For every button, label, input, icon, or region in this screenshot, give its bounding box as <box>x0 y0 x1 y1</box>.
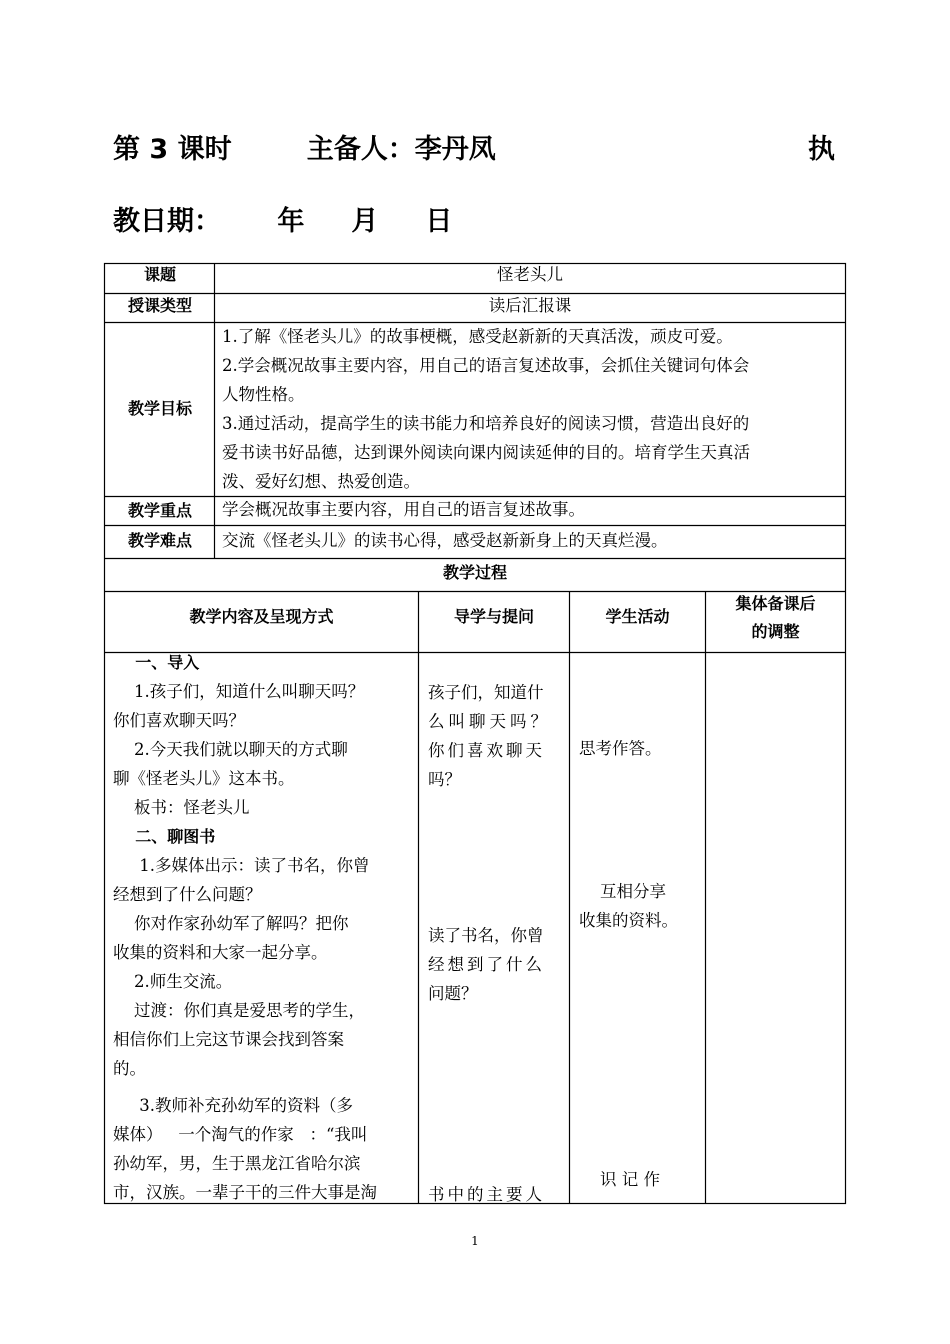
goal-line: 1.了解《怪老头儿》的故事梗概，感受赵新新的天真活泼，顽皮可爱。 <box>222 327 733 346</box>
topic-label: 课题 <box>143 265 176 284</box>
student-line: 互相分享 <box>579 882 666 901</box>
guide-question-2 <box>428 921 566 1008</box>
type-value: 读后汇报课 <box>488 296 572 315</box>
content-line: 你们喜欢聊天吗？ <box>113 711 245 730</box>
guide-line: 么叫聊天吗？ <box>428 712 551 731</box>
guide-line: 你们喜欢聊天 <box>428 741 545 760</box>
content-line: 板书：怪老头儿 <box>113 798 250 817</box>
content-line: 过渡：你们真是爱思考的学生， <box>113 1001 365 1020</box>
col-header-content: 教学内容及呈现方式 <box>189 607 334 626</box>
student-line: 收集的资料。 <box>579 911 678 930</box>
col-header-adjust-line: 集体备课后 <box>735 594 816 613</box>
key-point-value: 学会概况故事主要内容，用自己的语言复述故事。 <box>222 500 585 519</box>
difficulty-value: 交流《怪老头儿》的读书心得，感受赵新新身上的天真烂漫。 <box>222 531 668 550</box>
content-line: 经想到了什么问题？ <box>113 885 262 904</box>
goals-label: 教学目标 <box>127 399 192 418</box>
student-activity-2 <box>579 877 703 935</box>
guide-line: 吗？ <box>428 770 461 789</box>
goal-line: 2.学会概况故事主要内容，用自己的语言复述故事，会抓住关键词句体会 <box>222 356 750 375</box>
col-header-adjust-line: 的调整 <box>751 622 800 641</box>
content-line: 的。 <box>113 1059 146 1078</box>
content-line: 你对作家孙幼军了解吗？把你 <box>113 914 349 933</box>
content-line: 市，汉族。一辈子干的三件大事是淘 <box>113 1183 377 1202</box>
guide-line: 经想到了什么 <box>428 955 545 974</box>
goal-line: 爱书读书好品德，达到课外阅读向课内阅读延伸的目的。培育学生天真活 <box>222 443 750 462</box>
student-activity-1: 思考作答。 <box>579 739 662 758</box>
guide-question-1 <box>428 678 566 794</box>
student-activity-3: 识 记 作 <box>579 1170 660 1189</box>
content-line: 孙幼军，男，生于黑龙江省哈尔滨 <box>113 1154 361 1173</box>
col-header-guide: 导学与提问 <box>453 607 534 626</box>
teaching-date: 教日期： 年 月 日 <box>113 206 453 237</box>
goal-line: 人物性格。 <box>222 385 305 404</box>
guide-question-3 <box>428 1180 566 1209</box>
key-point-label: 教学重点 <box>127 501 192 520</box>
lesson-header-right: 执 <box>808 134 835 165</box>
content-line: 收集的资料和大家一起分享。 <box>113 943 328 962</box>
goal-line: 泼、爱好幻想、热爱创造。 <box>222 472 420 491</box>
content-line: 媒体） 一个淘气的作家 ：“我叫 <box>113 1125 368 1144</box>
col-header-adjust <box>706 590 845 650</box>
guide-line: 问题？ <box>428 984 478 1003</box>
guide-line: 读了书名，你曾 <box>428 926 544 945</box>
guide-line: 书中的主要人 <box>428 1185 545 1204</box>
guide-line: 孩子们，知道什 <box>428 683 544 702</box>
lesson-header: 第 3 课时 主备人：李丹凤 <box>113 134 496 165</box>
section-heading: 二、聊图书 <box>113 827 216 846</box>
content-line: 3.教师补充孙幼军的资料（多 <box>113 1096 353 1115</box>
difficulty-label: 教学难点 <box>127 531 192 550</box>
content-line: 相信你们上完这节课会找到答案 <box>113 1030 344 1049</box>
content-line: 2.今天我们就以聊天的方式聊 <box>113 740 348 759</box>
content-line: 聊《怪老头儿》这本书。 <box>113 769 295 788</box>
col-header-student: 学生活动 <box>605 607 670 626</box>
process-heading: 教学过程 <box>442 563 507 582</box>
section-heading: 一、导入 <box>113 653 200 672</box>
topic-value: 怪老头儿 <box>497 265 563 284</box>
page-number: 1 <box>471 1234 479 1248</box>
goal-line: 3.通过活动，提高学生的读书能力和培养良好的阅读习惯，营造出良好的 <box>222 414 750 433</box>
goals-list <box>222 322 842 496</box>
content-column <box>113 648 415 1207</box>
content-line: 2.师生交流。 <box>113 972 233 991</box>
type-label: 授课类型 <box>127 296 192 315</box>
content-line: 1.孩子们，知道什么叫聊天吗？ <box>113 682 365 701</box>
content-line: 1.多媒体出示：读了书名，你曾 <box>113 856 370 875</box>
